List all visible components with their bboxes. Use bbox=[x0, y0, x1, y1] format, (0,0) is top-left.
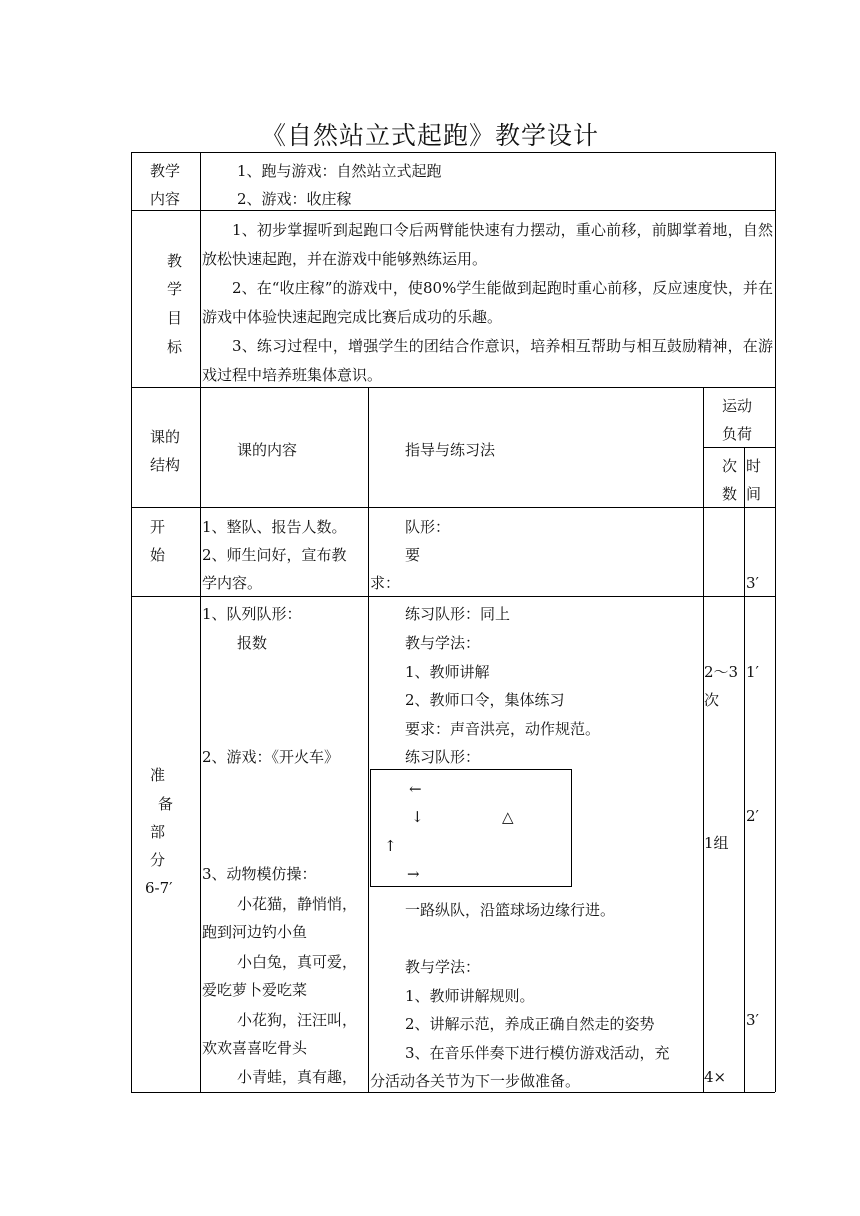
prep-label: 6-7′ bbox=[145, 879, 173, 897]
prep-content: 小花猫，静悄悄， bbox=[237, 895, 358, 913]
arrow-right-icon: → bbox=[407, 865, 420, 883]
prep-content: 小白兔，真可爱， bbox=[237, 953, 358, 971]
header-structure: 结构 bbox=[150, 456, 181, 474]
header-method: 指导与练习法 bbox=[405, 441, 496, 459]
table-rule bbox=[744, 447, 745, 1092]
objectives-label: 目 bbox=[167, 309, 183, 327]
start-time: 3′ bbox=[746, 574, 759, 592]
prep-method: 2、教师口令，集体练习 bbox=[405, 691, 565, 709]
prep-content: 1、队列队形： bbox=[202, 605, 302, 623]
table-rule-right bbox=[775, 152, 776, 1092]
table-rule-left bbox=[131, 152, 132, 1092]
header-time: 时 bbox=[746, 457, 762, 475]
prep-content: 报数 bbox=[237, 634, 268, 652]
prep-method: 要求：声音洪亮，动作规范。 bbox=[405, 720, 601, 738]
arrow-left-icon: ← bbox=[409, 780, 422, 798]
objectives-label: 教 bbox=[167, 252, 183, 270]
header-load: 运动 bbox=[722, 397, 753, 415]
start-method: 要 bbox=[405, 546, 421, 564]
prep-method: 2、讲解示范，养成正确自然走的姿势 bbox=[405, 1015, 655, 1033]
header-load: 负荷 bbox=[722, 425, 753, 443]
objectives-label: 标 bbox=[167, 338, 183, 356]
prep-content: 小花狗，汪汪叫， bbox=[237, 1011, 358, 1029]
header-count: 数 bbox=[722, 485, 738, 503]
prep-time: 1′ bbox=[746, 663, 759, 681]
prep-method: 1、教师讲解规则。 bbox=[405, 987, 535, 1005]
start-content: 1、整队、报告人数。 bbox=[202, 518, 347, 536]
start-label: 开 bbox=[150, 518, 166, 536]
prep-method: 分活动各关节为下一步做准备。 bbox=[370, 1072, 581, 1090]
table-rule bbox=[368, 387, 369, 1092]
header-count: 次 bbox=[722, 457, 738, 475]
header-time: 间 bbox=[746, 485, 762, 503]
objective-paragraph: 3、练习过程中，增强学生的团结合作意识，培养相互帮助与相互鼓励精神，在游戏过程中培养班集体意识。 bbox=[202, 337, 773, 384]
prep-method: 3、在音乐伴奏下进行模仿游戏活动，充 bbox=[405, 1044, 670, 1062]
arrow-up-icon: ↑ bbox=[384, 837, 397, 855]
teacher-triangle-icon: △ bbox=[502, 808, 514, 826]
prep-method: 一路纵队，沿篮球场边缘行进。 bbox=[405, 901, 616, 919]
objective-paragraph: 1、初步掌握听到起跑口令后两臂能快速有力摆动，重心前移，前脚掌着地，自然放松快速起跑，并在游戏中能够熟练运用。 bbox=[202, 221, 773, 268]
prep-content: 2、游戏：《开火车》 bbox=[202, 748, 340, 766]
content-line: 1、跑与游戏：自然站立式起跑 bbox=[237, 162, 442, 180]
content-line: 2、游戏：收庄稼 bbox=[237, 190, 352, 208]
arrow-down-icon: ↓ bbox=[411, 808, 424, 826]
objectives-text bbox=[202, 216, 773, 390]
prep-label: 部 bbox=[150, 823, 166, 841]
prep-content: 小青蛙，真有趣， bbox=[237, 1068, 358, 1086]
table-rule bbox=[200, 152, 201, 1092]
prep-count: 4× bbox=[704, 1068, 727, 1086]
start-content: 2、师生问好，宣布教 bbox=[202, 546, 347, 564]
prep-method: 练习队形： bbox=[405, 748, 481, 766]
prep-label: 准 bbox=[150, 766, 166, 784]
table-rule bbox=[131, 507, 775, 508]
prep-content: 跑到河边钓小鱼 bbox=[202, 923, 308, 941]
prep-content: 3、动物模仿操： bbox=[202, 865, 317, 883]
start-content: 学内容。 bbox=[202, 574, 263, 592]
prep-count: 1组 bbox=[704, 834, 729, 852]
prep-label: 分 bbox=[150, 851, 166, 869]
table-rule bbox=[703, 387, 704, 1092]
prep-time: 2′ bbox=[746, 807, 759, 825]
prep-method: 练习队形：同上 bbox=[405, 605, 511, 623]
prep-count: 2～3 bbox=[704, 663, 739, 681]
table-rule bbox=[131, 210, 775, 211]
prep-method: 教与学法： bbox=[405, 634, 481, 652]
prep-content: 欢欢喜喜吃骨头 bbox=[202, 1039, 308, 1057]
table-rule-top bbox=[131, 152, 775, 153]
content-label: 内容 bbox=[150, 190, 181, 208]
prep-method: 教与学法： bbox=[405, 958, 481, 976]
objectives-label: 学 bbox=[167, 280, 183, 298]
start-method: 队形： bbox=[405, 518, 451, 536]
prep-method: 1、教师讲解 bbox=[405, 663, 490, 681]
prep-time: 3′ bbox=[746, 1011, 759, 1029]
header-structure: 课的 bbox=[150, 428, 181, 446]
start-method: 求： bbox=[370, 574, 401, 592]
prep-content: 爱吃萝卜爱吃菜 bbox=[202, 981, 308, 999]
header-content: 课的内容 bbox=[237, 441, 298, 459]
start-label: 始 bbox=[150, 546, 166, 564]
prep-label: 备 bbox=[158, 795, 174, 813]
content-label: 教学 bbox=[150, 162, 181, 180]
page-title: 《自然站立式起跑》教学设计 bbox=[260, 121, 599, 150]
prep-count: 次 bbox=[704, 691, 720, 709]
formation-diagram bbox=[370, 769, 572, 887]
objective-paragraph: 2、在“收庄稼”的游戏中，使80%学生能做到起跑时重心前移，反应速度快，并在游戏中体验快速起跑完成比赛后成功的乐趣。 bbox=[202, 279, 773, 326]
